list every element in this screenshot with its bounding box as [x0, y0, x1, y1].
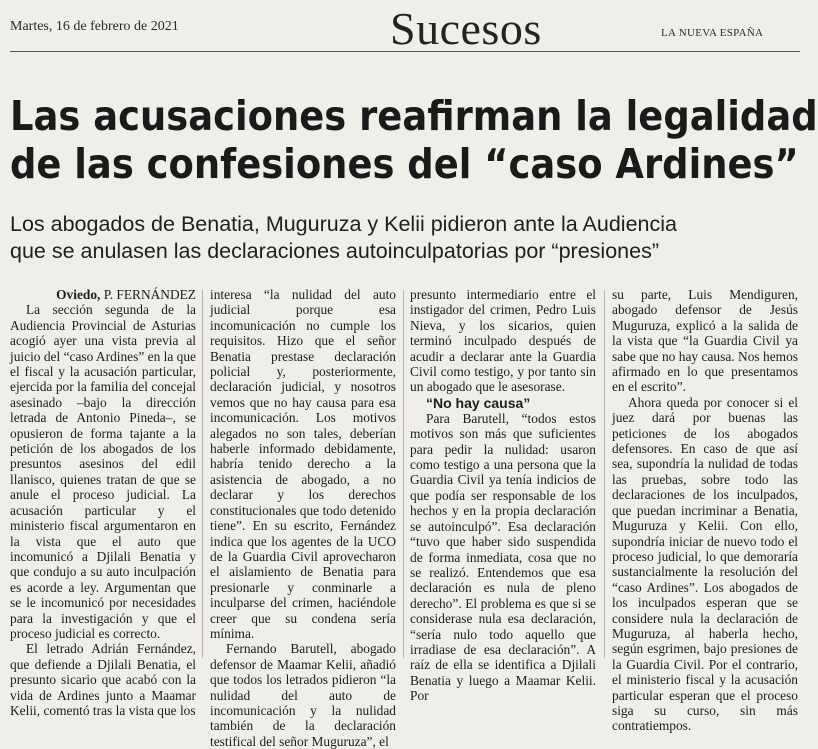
byline-author: P. FERNÁNDEZ [103, 287, 196, 302]
section-title: Sucesos [390, 3, 542, 54]
paragraph: La sección segunda de la Audiencia Provincial de Asturias acogió ayer una vista previa al juicio del “caso Ardines” en la que el fiscal y la acusación particular, ejercida por la familia del concejal asesinado –bajo la dirección letrada de Antonio Pineda–, se opusieron de forma tajante a la petición de los abogados de los presuntos asesinos del edil llanisco, quienes tratan de que se anule el proceso judicial. La acusación particular y el ministerio fiscal argumentaron en la vista que el auto que incomunicó a Djilali Benatia y que condujo a su auto inculpación es acorde a ley. Argumentan que se le incomunicó por necesidades para la investigación y que el proceso judicial es correcto. [10, 302, 196, 641]
article-column-3 [410, 287, 596, 704]
paragraph: interesa “la nulidad del auto judicial porque esa incomunicación no cumple los requisitos. Hizo que el señor Benatia prestase declaración policial y, posteriormente, declaración judicial, y nosotros vemos que no hay causa para esa incomunicación. Los motivos alegados no son tales, deberían haberle informado debidamente, habría tenido derecho a la asistencia de abogado, a no declarar y los derechos constitucionales que todo detenido tiene”. En su escrito, Fernández indica que los agentes de la UCO de la Guardia Civil aprovecharon el aislamiento de Benatia para presionarle y conminarle a inculparse del crimen, haciéndole creer que su condena sería mínima. [210, 287, 396, 641]
masthead [0, 0, 807, 54]
byline-place: Oviedo, [56, 287, 101, 302]
paragraph: presunto intermediario entre el instigador del crimen, Pedro Luis Nieva, y los sicarios, quien terminó inculpado después de acudir a declarar ante la Guardia Civil como testigo, y por tanto sin un abogado que le asesorase. [410, 287, 596, 395]
subheadline [10, 211, 805, 265]
subheadline-line: que se anulasen las declaraciones autoinculpatorias por “presiones” [10, 239, 659, 263]
headline-line: Las acusaciones reafirman la legalidad [10, 92, 818, 140]
column-divider [604, 290, 605, 658]
subheadline-line: Los abogados de Benatia, Muguruza y Kelii pidieron ante la Audiencia [10, 212, 677, 236]
issue-date: Martes, 16 de febrero de 2021 [10, 19, 179, 34]
column-divider [403, 290, 404, 658]
article-column-2 [210, 287, 396, 749]
headline [10, 92, 818, 188]
newspaper-name: LA NUEVA ESPAÑA [661, 27, 764, 39]
paragraph: El letrado Adrián Fernández, que defiende a Djilali Benatia, el presunto sicario que acabó con la vida de Ardines junto a Maamar Kelii, comentó tras la vista que los [10, 641, 196, 718]
article-column-4 [612, 287, 798, 734]
paragraph: Fernando Barutell, abogado defensor de Maamar Kelii, añadió que todos los letrados pidieron “la nulidad del auto de incomunicación y la nulidad también de la declaración testifical del señor Muguruza”, el [210, 641, 396, 749]
article-column-1 [10, 287, 196, 718]
masthead-divider [10, 51, 800, 52]
paragraph: Para Barutell, “todos estos motivos son más que suficientes para pedir la nulidad: usaron como testigo a una persona que la Guardia Civil ya tenía indicios de que podía ser responsable de los hechos y en la propia declaración se autoinculpó”. Esa declaración “tuvo que haber sido suspendida de forma inmediata, cosa que no se realizó. Entendemos que esa declaración es nula de pleno derecho”. El problema es que si se considerase nula esa declaración, “sería nulo todo aquello que irradiase de esa declaración”. A raíz de ella se identifica a Djilali Benatia y luego a Maamar Kelii. Por [410, 410, 596, 704]
headline-line: de las confesiones del “caso Ardines” [10, 140, 799, 188]
column-divider [202, 290, 203, 658]
paragraph: Ahora queda por conocer si el juez dará por buenas las peticiones de los abogados defensores. En caso de que así sea, supondría la nulidad de todas las pruebas, sobre todo las declaraciones de los inculpados, que puedan incriminar a Benatia, Muguruza y Kelii. Con ello, supondría iniciar de nuevo todo el proceso judicial, lo que demoraría sustancialmente la resolución del “caso Ardines”. Los abogados de los inculpados esperan que se considere nula la declaración de Muguruza, al haberla hecho, según esgrimen, bajo presiones de la Guardia Civil. Por el contrario, el ministerio fiscal y la acusación particular esperan que el proceso siga su curso, sin más contratiempos. [612, 394, 798, 734]
intertitle: “No hay causa” [426, 394, 531, 411]
byline [10, 287, 196, 302]
paragraph: su parte, Luis Mendiguren, abogado defensor de Jesús Muguruza, explicó a la salida de la vista que “la Guardia Civil ya sabe que no hay causa. Nos hemos afirmado en lo que presentamos en el escrito”. [612, 287, 798, 395]
